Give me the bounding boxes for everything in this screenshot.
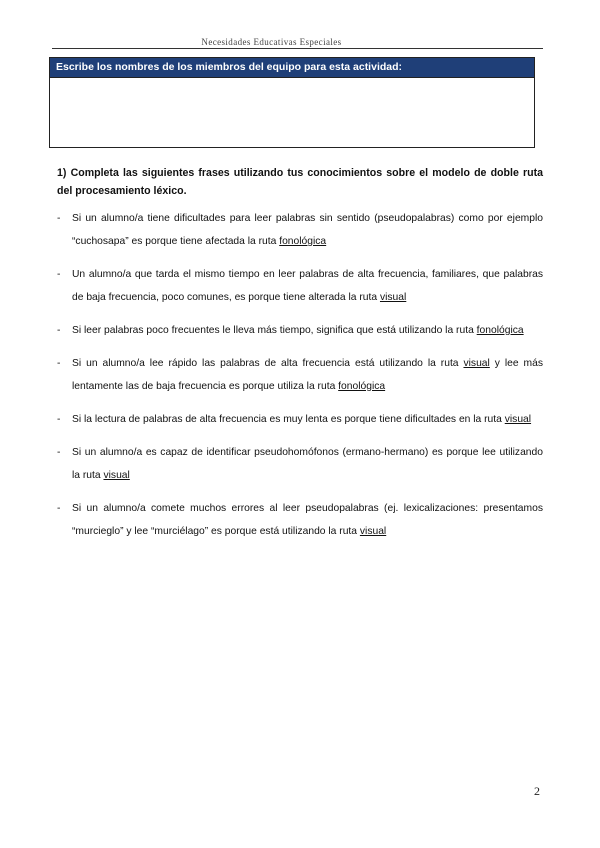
sentence-text-continued: y lee más lentamente las de baja frecuencia es porque utiliza la ruta — [72, 358, 543, 392]
sentence-text: Si un alumno/a es capaz de identificar pseudohomófonos (ermano-hermano) es porque lee utilizando la ruta — [72, 447, 543, 481]
list-dash: - — [57, 503, 61, 514]
answer-text: visual — [379, 292, 407, 303]
answer-text: visual — [359, 526, 387, 537]
team-names-input-area[interactable] — [50, 78, 534, 148]
answer-text: visual — [504, 414, 532, 425]
list-item — [57, 263, 543, 309]
answer-text: fonológica — [476, 325, 524, 336]
list-item — [57, 207, 543, 253]
list-item — [57, 408, 543, 431]
list-dash: - — [57, 213, 61, 224]
list-item — [57, 319, 543, 342]
list-item — [57, 441, 543, 487]
sentence-text: Si un alumno/a tiene dificultades para leer palabras sin sentido (pseudopalabras) como por ejemplo “cuchosapa” es porque tiene afectada la ruta — [72, 213, 543, 247]
list-dash: - — [57, 325, 61, 336]
question-heading: 1) Completa las siguientes frases utilizando tus conocimientos sobre el modelo de doble ruta del procesamiento léxico. — [57, 167, 543, 197]
list-item — [57, 497, 543, 543]
sentence-text: Un alumno/a que tarda el mismo tiempo en leer palabras de alta frecuencia, familiares, que palabras de baja frecuencia, poco comunes, es porque tiene alterada la ruta — [72, 269, 543, 303]
page-header-title: Necesidades Educativas Especiales — [201, 37, 342, 47]
sentence-list — [57, 207, 543, 553]
answer-text: visual — [103, 470, 130, 481]
sentence-text: Si la lectura de palabras de alta frecuencia es muy lenta es porque tiene dificultades en la ruta — [72, 414, 505, 425]
answer-text: fonológica — [279, 236, 327, 247]
list-item — [57, 352, 543, 398]
sentence-text: Si un alumno/a lee rápido las palabras de alta frecuencia está utilizando la ruta — [72, 358, 464, 369]
sentence-text: Si un alumno/a comete muchos errores al leer pseudopalabras (ej. lexicalizaciones: presentamos “murcieglo” y lee “murciélago” es porque está utilizando la ruta — [72, 503, 543, 537]
sentence-text: Si leer palabras poco frecuentes le lleva más tiempo, significa que está utilizando la ruta — [72, 325, 477, 336]
answer-text: fonológica — [338, 381, 386, 392]
page-number: 2 — [534, 784, 540, 798]
answer-text: visual — [463, 358, 490, 369]
team-names-box — [49, 57, 535, 148]
list-dash: - — [57, 447, 61, 458]
list-dash: - — [57, 358, 61, 369]
list-dash: - — [57, 414, 61, 425]
header-divider — [52, 48, 543, 49]
team-names-label: Escribe los nombres de los miembros del equipo para esta actividad: — [50, 58, 534, 78]
list-dash: - — [57, 269, 61, 280]
